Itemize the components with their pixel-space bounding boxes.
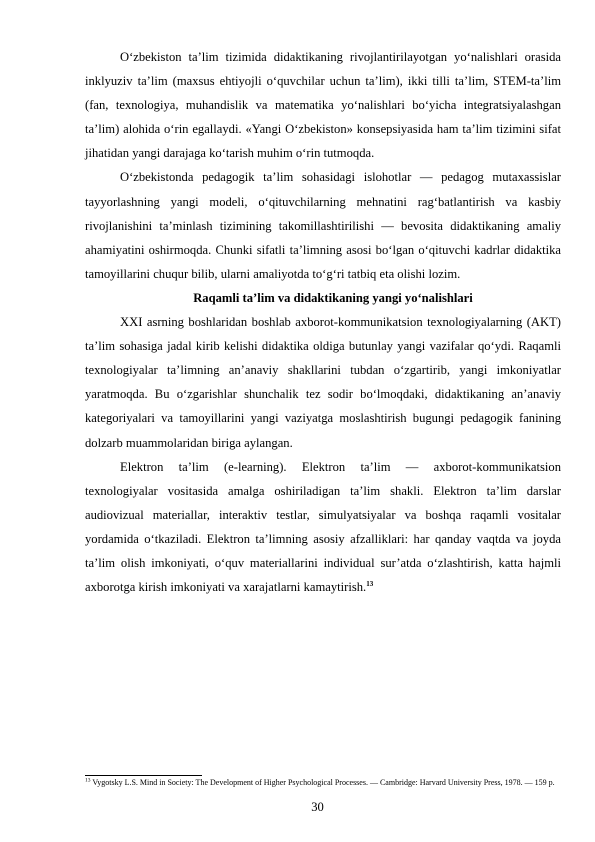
section-heading: Raqamli ta’lim va didaktikaning yangi yo‘nalishlari [193,290,473,305]
page-body [85,45,561,599]
paragraph-1: O‘zbekiston ta’lim tizimida didaktikaning rivojlantirilayotgan yo‘nalishlari orasida inklyuziv ta’lim (maxsus ehtiyojli o‘quvchilar uchun ta’lim), ikki tilli ta’lim, STEM-ta’lim (fan, texnologiya, muhandislik va matematika yo‘nalishlari bo‘yicha integratsiyalashgan ta’lim) alohida o‘rin egallaydi. «Yangi O‘zbekiston» konsepsiyasida ham ta’lim tizimini sifat jihatidan yangi darajaga ko‘tarish muhim o‘rin tutmoqda. [85,50,561,161]
paragraph-3: XXI asrning boshlaridan boshlab axborot-kommunikatsion texnologiyalarning (AKT) ta’lim sohasiga jadal kirib kelishi didaktika oldiga butunlay yangi vazifalar qo‘ydi. Raqamli texnologiyalar ta’limning an’anaviy shakllarini tubdan o‘zgartirib, yangi imkoniyatlar yaratmoqda. Bu o‘zgarishlar shunchalik tez sodir bo‘lmoqdaki, didaktikaning an’anaviy kategoriyalari va tamoyillarini yangi vaziyatga moslashtirish bugungi pedagogik fanining dolzarb muammolaridan biriga aylangan. [85,315,561,450]
paragraph-2: O‘zbekistonda pedagogik ta’lim sohasidagi islohotlar — pedagog mutaxassislar tayyorlashning yangi modeli, o‘qituvchilarning mehnatini rag‘batlantirish va kasbiy rivojlanishini ta’minlash tizimining takomillashtirilishi — bevosita didaktikaning amaliy ahamiyatini oshirmoqda. Chunki sifatli ta’limning asosi bo‘lgan o‘qituvchi kadrlar didaktika tamoyillarini chuqur bilib, ularni amaliyotda to‘g‘ri tatbiq eta olishi lozim. [85,170,561,281]
page-number: 30 [311,800,324,814]
footnote [85,778,561,788]
footnote-text: Vygotsky L.S. Mind in Society: The Development of Higher Psychological Processes. — Cambridge: Harvard University Press, 1978. — 159 p. [92,778,555,787]
footnote-reference[interactable]: 13 [366,579,374,588]
paragraph-4 [85,455,561,600]
footnote-divider [85,775,202,776]
footnote-number: 13 [85,777,91,784]
paragraph-4-text: Elektron ta’lim (e-learning). Elektron ta’lim — axborot-kommunikatsion texnologiyalar vositasida amalga oshiriladigan ta’lim shakli. Elektron ta’lim darslar audiovizual materiallar, interaktiv testlar, simulyatsiyalar va boshqa raqamli vositalar yordamida o‘tkaziladi. Elektron ta’limning asosiy afzalliklari: har qanday vaqtda va joyda ta’lim olish imkoniyati, o‘quv materiallarini individual sur’atda o‘zlashtirish, katta hajmli axborotga kirish imkoniyati va xarajatlarni kamaytirish. [85,459,561,595]
